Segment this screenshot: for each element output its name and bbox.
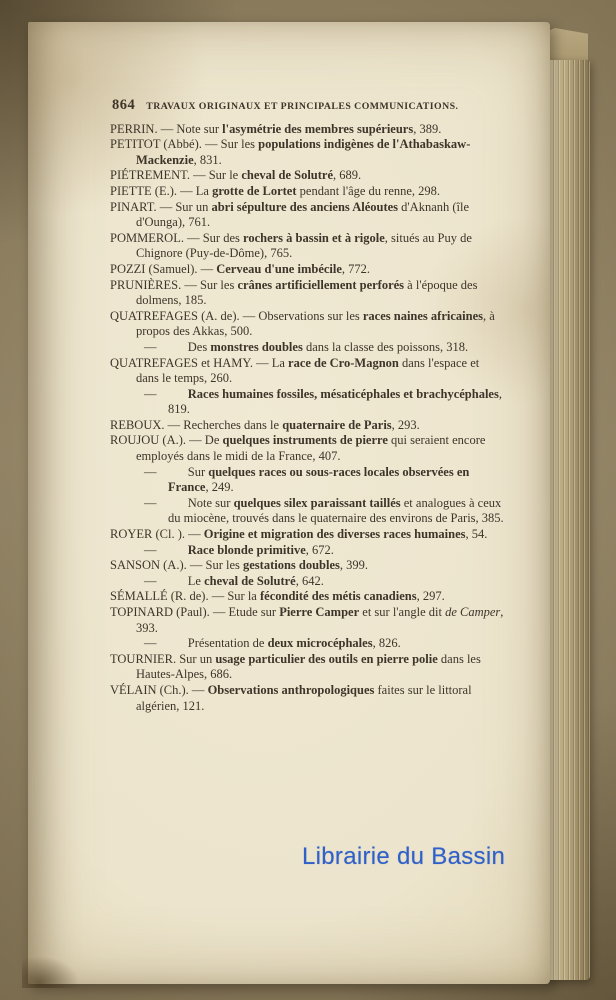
index-entry: — Le cheval de Solutré, 642.: [144, 573, 324, 588]
page-edge-stack: [544, 60, 590, 980]
index-entry: SÉMALLÉ (R. de). — Sur la fécondité des métis canadiens, 297.: [110, 589, 445, 604]
running-title: TRAVAUX ORIGINAUX ET PRINCIPALES COMMUNICATIONS.: [146, 101, 459, 112]
index-entry: PINART. — Sur un abri sépulture des anciens Aléoutes d'Aknanh (île d'Ounga), 761.: [110, 199, 470, 230]
index-entry: — Note sur quelques silex paraissant taillés et analogues à ceux du miocène, trouvés dans le quaternaire des environs de Paris, 385.: [144, 495, 504, 526]
page-header: [112, 98, 504, 115]
index-entry: — Sur quelques races ou sous-races locales observées en France, 249.: [144, 464, 470, 495]
index-entry: — Races humaines fossiles, mésaticéphales et brachycéphales, 819.: [144, 386, 502, 417]
index-entry: REBOUX. — Recherches dans le quaternaire de Paris, 293.: [110, 417, 420, 432]
index-entry: — Des monstres doubles dans la classe des poissons, 318.: [144, 339, 469, 354]
index-entry: POZZI (Samuel). — Cerveau d'une imbécile, 772.: [110, 261, 371, 276]
index-entry: PIÉTREMENT. — Sur le cheval de Solutré, 689.: [110, 168, 362, 183]
index-entry: — Présentation de deux microcéphales, 826.: [144, 636, 401, 651]
index-entry: QUATREFAGES (A. de). — Observations sur les races naines africaines, à propos des Akkas, 500.: [110, 308, 495, 339]
index-text-block: [110, 98, 504, 714]
book-page: [28, 22, 550, 984]
index-entry: PETITOT (Abbé). — Sur les populations indigènes de l'Athabaskaw-Mackenzie, 831.: [110, 137, 471, 167]
book: [28, 22, 590, 984]
index-entry: ROUJOU (A.). — De quelques instruments de pierre qui seraient encore employés dans le midi de la France, 407.: [110, 433, 486, 464]
index-entry: ROYER (Cl. ). — Origine et migration des diverses races humaines, 54.: [110, 527, 488, 542]
index-entry: POMMEROL. — Sur des rochers à bassin et à rigole, situés au Puy de Chignore (Puy-de-Dôme), 765.: [110, 230, 472, 261]
index-entry: VÉLAIN (Ch.). — Observations anthropologiques faites sur le littoral algérien, 121.: [110, 682, 472, 713]
index-entry: TOURNIER. Sur un usage particulier des outils en pierre polie dans les Hautes-Alpes, 686.: [110, 651, 481, 682]
page-number: 864: [112, 97, 136, 113]
bookseller-watermark: Librairie du Bassin: [302, 843, 506, 870]
index-entry: PRUNIÈRES. — Sur les crânes artificiellement perforés à l'époque des dolmens, 185.: [110, 277, 478, 308]
index-entry: PIETTE (E.). — La grotte de Lortet pendant l'âge du renne, 298.: [110, 183, 441, 198]
index-entry: — Race blonde primitive, 672.: [144, 542, 334, 557]
index-entry: QUATREFAGES et HAMY. — La race de Cro-Magnon dans l'espace et dans le temps, 260.: [110, 355, 480, 386]
index-entries: [110, 122, 504, 715]
index-entry: TOPINARD (Paul). — Etude sur Pierre Camper et sur l'angle dit de Camper, 393.: [110, 605, 504, 635]
index-entry: SANSON (A.). — Sur les gestations doubles, 399.: [110, 558, 369, 573]
index-entry: PERRIN. — Note sur l'asymétrie des membres supérieurs, 389.: [110, 121, 442, 136]
